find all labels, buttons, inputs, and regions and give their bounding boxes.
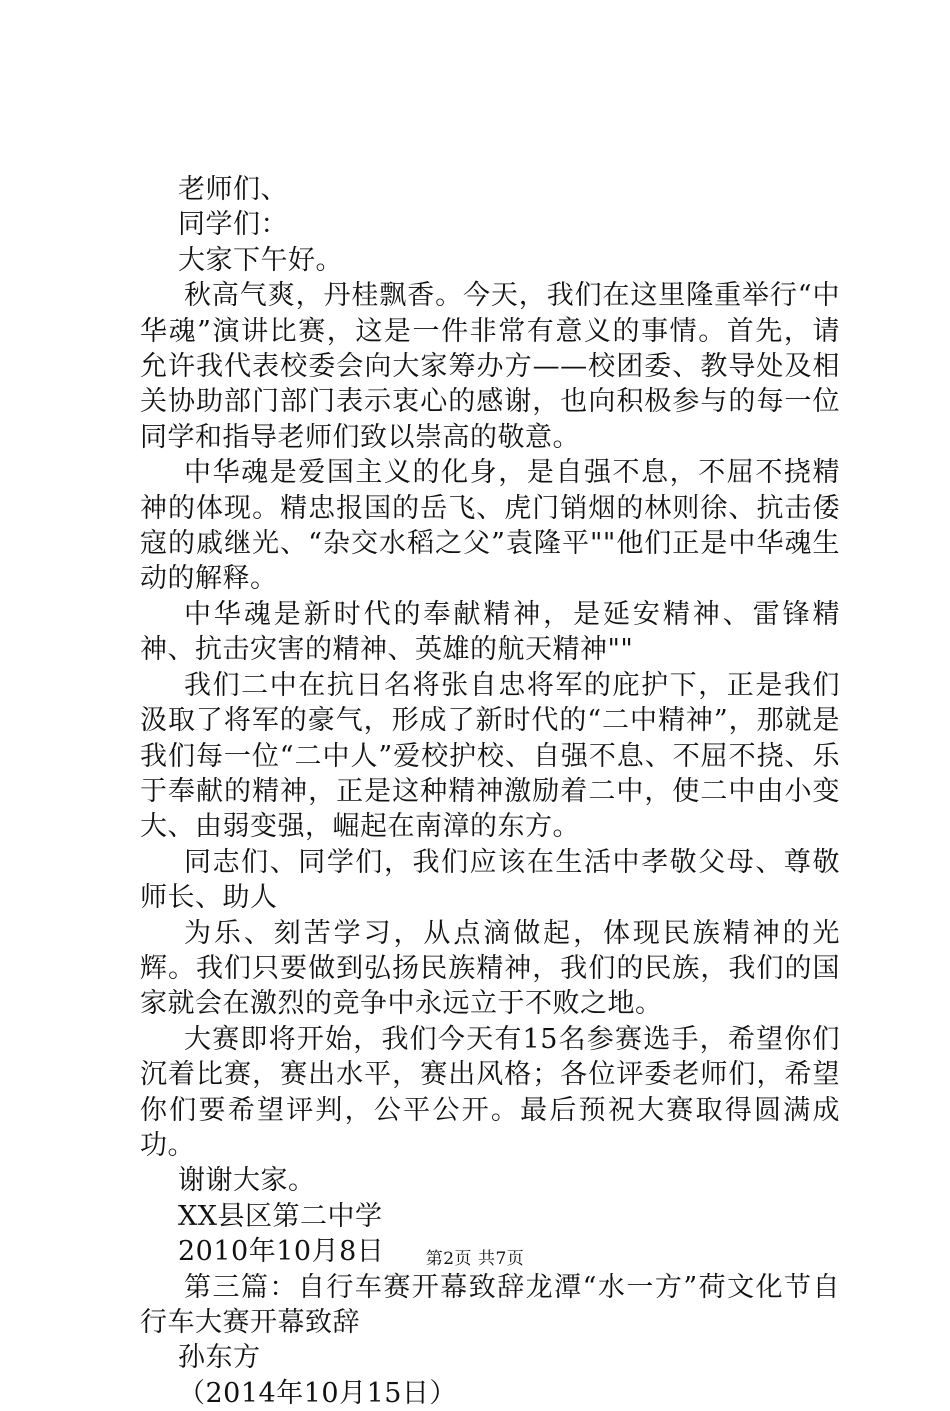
- signature-date: 2010年10月8日: [178, 1236, 385, 1268]
- paragraph-call: 同志们、同学们，我们应该在生活中孝敬父母、尊敬师长、助人: [140, 846, 840, 914]
- paragraph-opening: 秋高气爽，丹桂飘香。今天，我们在这里隆重举行“中华魂”演讲比赛，这是一件非常有意义的事情。首先，请允许我代表校委会向大家筹办方——校团委、教导处及相关协助部门部门表示衷心的感谢，也向积极参与的每一位同学和指导老师们致以崇高的敬意。: [140, 280, 840, 453]
- paragraph-contest: 大赛即将开始，我们今天有15名参赛选手，希望你们沉着比赛，赛出水平，赛出风格；各位评委老师们，希望你们要希望评判，公平公开。最后预祝大赛取得圆满成功。: [140, 1023, 840, 1161]
- paragraph-spirit: 中华魂是爱国主义的化身，是自强不息，不屈不挠精神的体现。精忠报国的岳飞、虎门销烟的林则徐、抗击倭寇的戚继光、“杂交水稻之父”袁隆平""他们正是中华魂生动的解释。: [140, 457, 840, 595]
- document-body: [140, 172, 840, 1411]
- author-date: （2014年10月15日）: [178, 1377, 457, 1409]
- author-name: 孙东方: [178, 1342, 261, 1374]
- greeting: 大家下午好。: [178, 244, 343, 276]
- paragraph-call-continued: 为乐、刻苦学习，从点滴做起，体现民族精神的光辉。我们只要做到弘扬民族精神，我们的民族，我们的国家就会在激烈的竞争中永远立于不败之地。: [140, 917, 840, 1020]
- paragraph-new-era: 中华魂是新时代的奉献精神，是延安精神、雷锋精神、抗击灾害的精神、英雄的航天精神"": [140, 598, 840, 666]
- closing-thanks: 谢谢大家。: [178, 1165, 316, 1197]
- page-number: 第2页 共7页: [425, 1249, 525, 1269]
- paragraph-school: 我们二中在抗日名将张自忠将军的庇护下，正是我们汲取了将军的豪气，形成了新时代的“二中精神”，那就是我们每一位“二中人”爱校护校、自强不息、不屈不挠、乐于奉献的精神，正是这种精神激励着二中，使二中由小变大、由弱变强，崛起在南漳的东方。: [140, 669, 840, 843]
- next-article-title: 第三篇：自行车赛开幕致辞龙潭“水一方”荷文化节自行车大赛开幕致辞: [140, 1271, 840, 1338]
- salutation-students: 同学们：: [178, 209, 288, 241]
- salutation-teachers: 老师们、: [178, 174, 288, 205]
- signature-school: XX县区第二中学: [178, 1200, 383, 1232]
